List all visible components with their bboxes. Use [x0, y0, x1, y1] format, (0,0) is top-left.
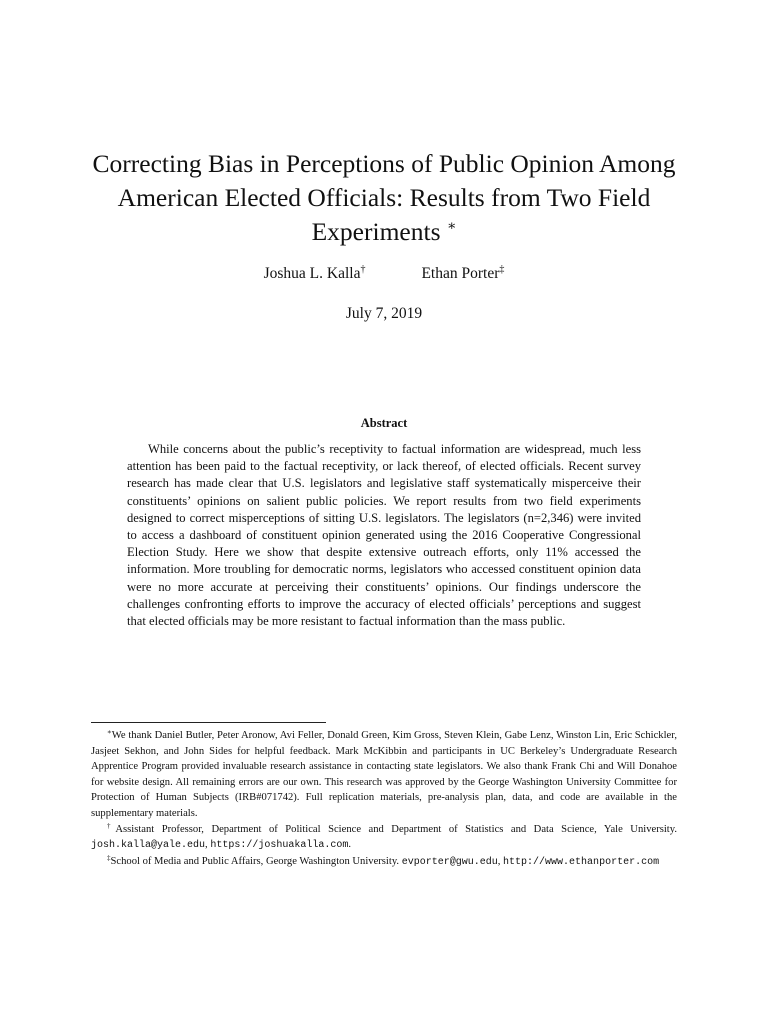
author-footnote-mark: ‡ — [499, 264, 505, 275]
abstract-heading: Abstract — [360, 416, 408, 430]
author-name: Joshua L. Kalla — [263, 265, 361, 282]
footnote: ‡School of Media and Public Affairs, George Washington University. evporter@gwu.edu, http://www.ethanporter.com — [107, 853, 660, 868]
footnote: †Assistant Professor, Department of Political Science and Department of Statistics and Data Science, Yale University. josh.kalla@yale.edu, https://joshuakalla.com. — [91, 821, 677, 852]
footnote-mark: ‡ — [107, 853, 111, 862]
paper-title-text: Correcting Bias in Perceptions of Public Opinion Among American Elected Officials: Results from Two Field Experiments — [92, 149, 676, 246]
abstract-text: While concerns about the public’s receptivity to factual information are widespread, much less attention has been paid to the factual receptivity, or lack thereof, of elected officials. Recent survey research has made clear that U.S. legislators and legislative staff systematically misperceive their constituents’ opinions on salient public policies. We report results from two field experiments designed to correct misperceptions of sitting U.S. legislators. The legislators (n=2,346) were invited to access a dashboard of constituent opinion generated using the 2016 Cooperative Congressional Election Study. Here we show that despite extensive outreach efforts, only 11% accessed the information. More troubling for democratic norms, legislators who accessed constituent opinion data were no more accurate at perceiving their constituents’ opinions. Our findings underscore the challenges confronting efforts to improve the accuracy of elected officials’ perceptions and suggest that elected officials may be more resistant to factual information than the mass public. — [127, 442, 641, 629]
footnote-text: We thank Daniel Butler, Peter Aronow, Avi Feller, Donald Green, Kim Gross, Steven Klein, Gabe Lenz, Winston Lin, Eric Schickler, Jasjeet Sekhon, and John Sides for helpful feedback. Mark McKibbin and participants in UC Berkeley’s Undergraduate Research Apprentice Program provided invaluable research assistance in contacting state legislators. We also thank Frank Chi and Will Donahoe for website design. All remaining errors are our own. This research was approved by the George Washington University Committee for Protection of Human Subjects (IRB#071742). Full replication materials, pre-analysis plan, data, and code are available in the supplementary materials. — [91, 730, 677, 819]
website-link[interactable]: https://joshuakalla.com — [210, 840, 349, 852]
footnote — [91, 728, 677, 822]
author-list — [0, 264, 768, 284]
author — [264, 264, 366, 284]
footnote-text: School of Media and Public Affairs, George Washington University. — [110, 855, 400, 867]
email-link[interactable]: evporter@gwu.edu — [401, 856, 498, 868]
paper-title — [84, 147, 684, 249]
footnote-mark: ∗ — [107, 728, 112, 736]
author-footnote-mark: † — [360, 264, 366, 275]
footnote-divider — [91, 722, 326, 723]
footnote-text: Assistant Professor, Department of Political Science and Department of Statistics and Data Science, Yale University. — [115, 823, 677, 835]
footnote-mark: † — [107, 821, 116, 830]
author — [421, 264, 504, 284]
author-name: Ethan Porter — [421, 265, 500, 282]
title-footnote-mark: ∗ — [446, 219, 457, 234]
website-link[interactable]: http://www.ethanporter.com — [503, 856, 660, 868]
paper-date: July 7, 2019 — [345, 305, 423, 322]
footnotes — [91, 728, 677, 870]
email-link[interactable]: josh.kalla@yale.edu — [91, 840, 206, 852]
